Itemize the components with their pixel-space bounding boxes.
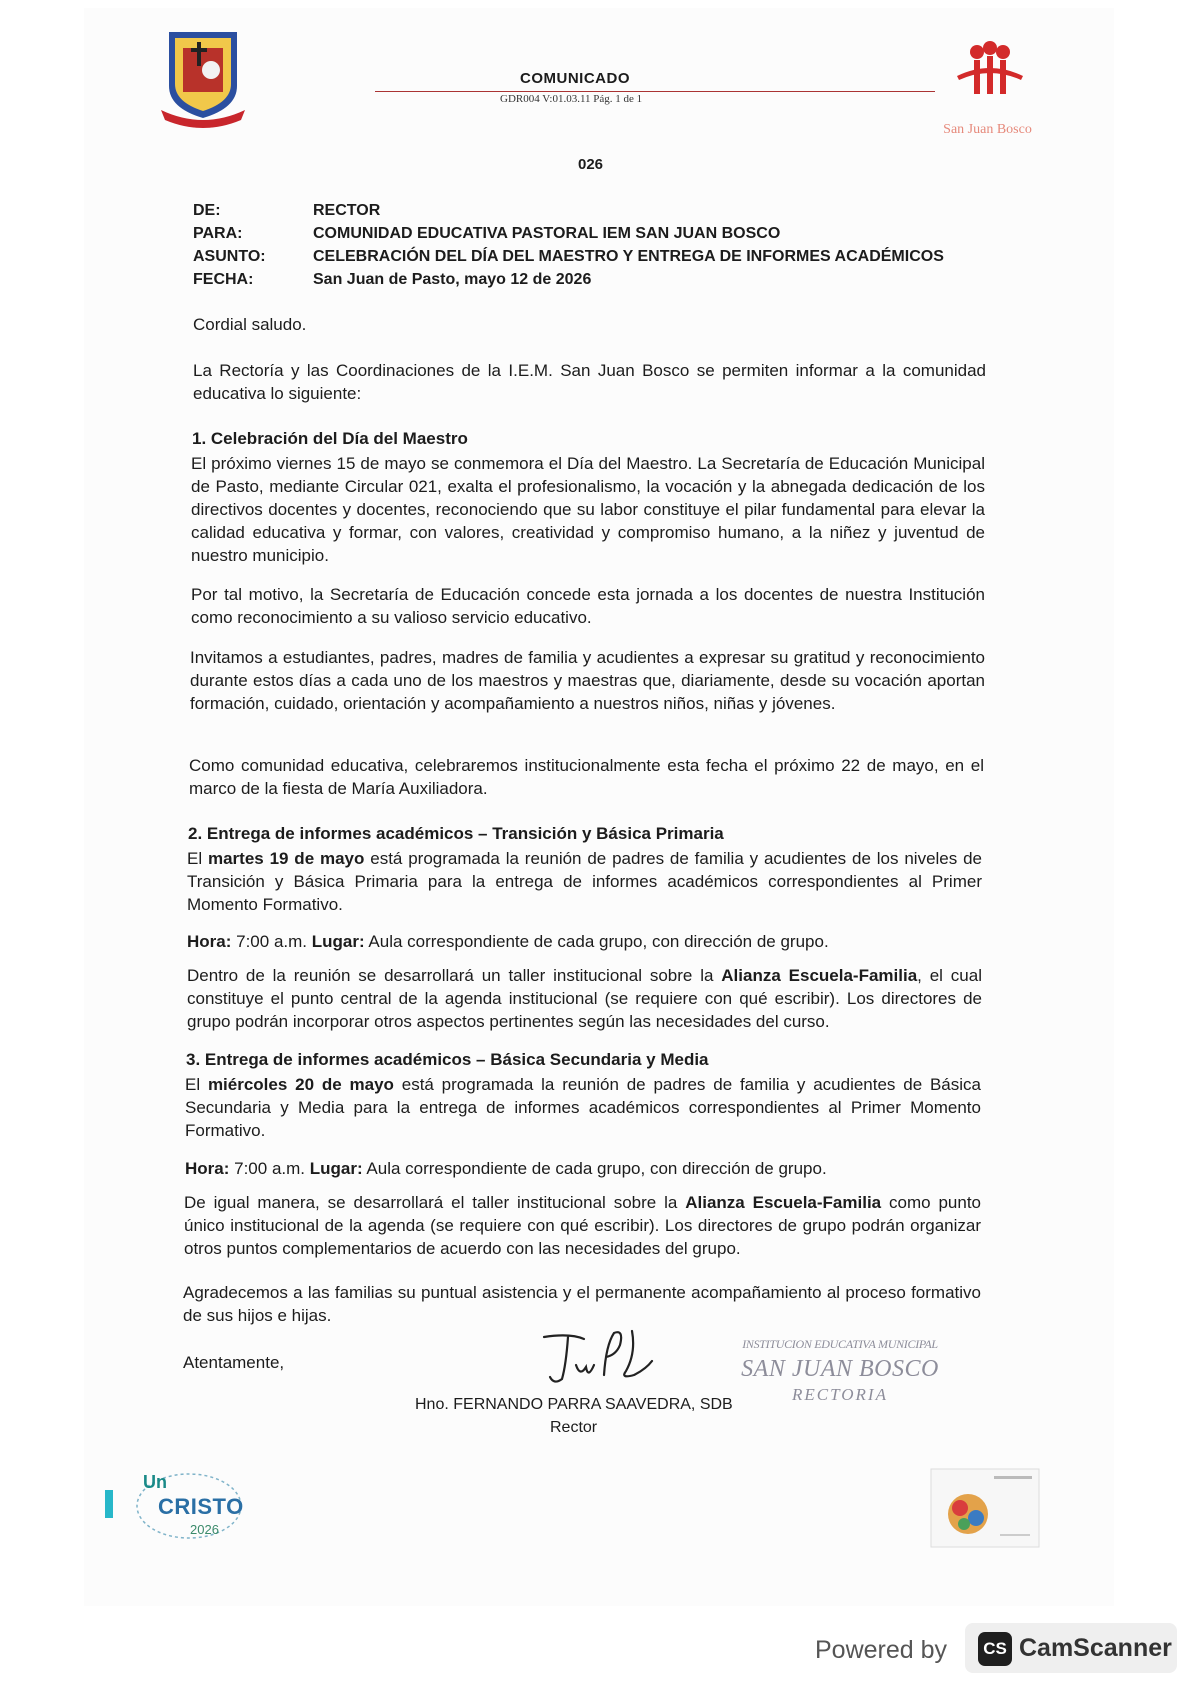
meta-value: COMUNIDAD EDUCATIVA PASTORAL IEM SAN JUAN BOSCO [313, 225, 781, 242]
footer-logo-cristo: CRISTO [158, 1494, 244, 1519]
stamp-line: RECTORIA [792, 1385, 888, 1404]
footer-right-logo [930, 1468, 1042, 1550]
section-1-paragraph-4: Como comunidad educativa, celebraremos institucionalmente esta fecha el próximo 22 de mayo, en el marco de la fiesta de María Auxiliadora. [189, 756, 984, 798]
header-meta [193, 199, 944, 291]
signer-title: Rector [550, 1419, 598, 1436]
title-divider [375, 91, 935, 92]
greeting: Cordial saludo. [193, 315, 307, 334]
school-shield-logo [155, 26, 251, 130]
meeting-date: miércoles 20 de mayo [207, 1075, 394, 1094]
intro-paragraph: La Rectoría y las Coordinaciones de la I.E.M. San Juan Bosco se permiten informar a la comunidad educativa lo siguiente: [193, 361, 986, 403]
section-2-paragraph-3 [187, 964, 982, 1033]
footer-accent-bar [105, 1490, 113, 1518]
section-heading: 3. Entrega de informes académicos – Básica Secundaria y Media [186, 1050, 709, 1069]
document-number: 026 [578, 156, 604, 173]
farewell: Atentamente, [183, 1353, 285, 1372]
meta-label: PARA: [193, 225, 243, 242]
section-3-paragraph-3 [184, 1191, 981, 1260]
text-run: De igual manera, se desarrollará el taller institucional sobre la [184, 1193, 686, 1212]
section-2-paragraph-1 [187, 847, 982, 916]
section-3-heading [186, 1050, 709, 1070]
lugar-value: Aula correspondiente de cada grupo, con dirección de grupo. [362, 1159, 827, 1178]
section-1-heading [192, 429, 468, 449]
meta-value: CELEBRACIÓN DEL DÍA DEL MAESTRO Y ENTREGA DE INFORMES ACADÉMICOS [313, 248, 944, 265]
meta-value: San Juan de Pasto, mayo 12 de 2026 [313, 271, 592, 288]
lugar-value: Aula correspondiente de cada grupo, con dirección de grupo. [364, 932, 829, 951]
text-run: Dentro de la reunión se desarrollará un taller institucional sobre la [187, 966, 722, 985]
meta-label: DE: [193, 202, 221, 219]
meta-label: FECHA: [193, 271, 254, 288]
text-run: El [185, 1075, 208, 1094]
document-title: COMUNICADO [520, 70, 630, 87]
meta-row [193, 199, 944, 222]
section-1-paragraph-2: Por tal motivo, la Secretaría de Educación concede esta jornada a los docentes de nuestra Institución como reconocimiento a su valioso servicio educativo. [191, 585, 985, 627]
hora-value: 7:00 a.m. [231, 932, 312, 951]
hora-label: Hora: [187, 932, 232, 951]
stamp-line: INSTITUCION EDUCATIVA MUNICIPAL [742, 1337, 938, 1351]
meta-value: RECTOR [313, 202, 381, 219]
handwritten-signature [540, 1325, 660, 1391]
meta-label: ASUNTO: [193, 248, 266, 265]
emphasis: Alianza Escuela-Familia [721, 966, 918, 985]
lugar-label: Lugar: [311, 932, 365, 951]
rectoria-stamp [720, 1337, 960, 1405]
camscanner-brand: CamScanner [1019, 1634, 1172, 1662]
footer-logo-word: Un [143, 1472, 167, 1492]
hora-label: Hora: [185, 1159, 230, 1178]
camscanner-icon: CS [978, 1632, 1012, 1666]
hora-value: 7:00 a.m. [229, 1159, 310, 1178]
text-run: está programada la reunión de padres de familia y acudientes de los niveles de Transición y Básica Primaria para la entrega de informes académicos correspondientes al Primer Momento Formativo. [187, 849, 983, 914]
section-heading: 1. Celebración del Día del Maestro [192, 429, 468, 448]
signer-name: Hno. FERNANDO PARRA SAAVEDRA, SDB [415, 1396, 733, 1413]
footer-logo-year: 2026 [190, 1522, 219, 1537]
text-run: , el cual constituye el punto central de la agenda institucional (se requiere con qué escribir). Los directores de grupo podrán incorporar otros aspectos pertinentes según las necesidades del curso. [187, 966, 982, 1031]
section-3-schedule [185, 1157, 827, 1180]
text-run: El [187, 849, 208, 868]
section-2-heading [188, 824, 724, 844]
section-1-paragraph-3: Invitamos a estudiantes, padres, madres de familia y acudientes a expresar su gratitud y reconocimiento durante estos días a cada uno de los maestros y maestras que, diariamente, desde su vocación aportan formación, cuidado, orientación y acompañamiento a nuestros niños, niñas y jóvenes. [190, 648, 985, 713]
powered-by-label: Powered by [815, 1636, 948, 1664]
right-logo-caption: San Juan Bosco [943, 122, 1032, 137]
emphasis: Alianza Escuela-Familia [685, 1193, 882, 1212]
meta-row [193, 222, 944, 245]
section-1-paragraph-1: El próximo viernes 15 de mayo se conmemora el Día del Maestro. La Secretaría de Educación Municipal de Pasto, mediante Circular 021, exalta el profesionalismo, la vocación y la abnegada dedicación de los directivos docentes y docentes, reconociendo que su labor constituye el pilar fundamental para elevar la calidad educativa y formar, con valores, creatividad y compromiso humano, a la niñez y juventud de nuestro municipio. [191, 454, 985, 565]
meta-row [193, 245, 944, 268]
meta-row [193, 268, 944, 291]
section-heading: 2. Entrega de informes académicos – Transición y Básica Primaria [188, 824, 724, 843]
text-run: está programada la reunión de padres de familia y acudientes de Básica Secundaria y Media para la entrega de informes académicos correspondientes al Primer Momento Formativo. [185, 1075, 981, 1140]
lugar-label: Lugar: [309, 1159, 363, 1178]
section-2-schedule [187, 930, 829, 953]
stamp-line: SAN JUAN BOSCO [741, 1356, 939, 1382]
document-code: GDR004 V:01.03.11 Pág. 1 de 1 [500, 93, 643, 105]
closing-paragraph: Agradecemos a las familias su puntual asistencia y el permanente acompañamiento al proceso formativo de sus hijos e hijas. [183, 1283, 981, 1325]
section-3-paragraph-1 [185, 1073, 981, 1142]
text-run: como punto único institucional de la agenda (se requiere con qué escribir). Los directores de grupo podrán organizar otros puntos complementarios de acuerdo con las necesidades del grupo. [184, 1193, 982, 1258]
meeting-date: martes 19 de mayo [207, 849, 365, 868]
